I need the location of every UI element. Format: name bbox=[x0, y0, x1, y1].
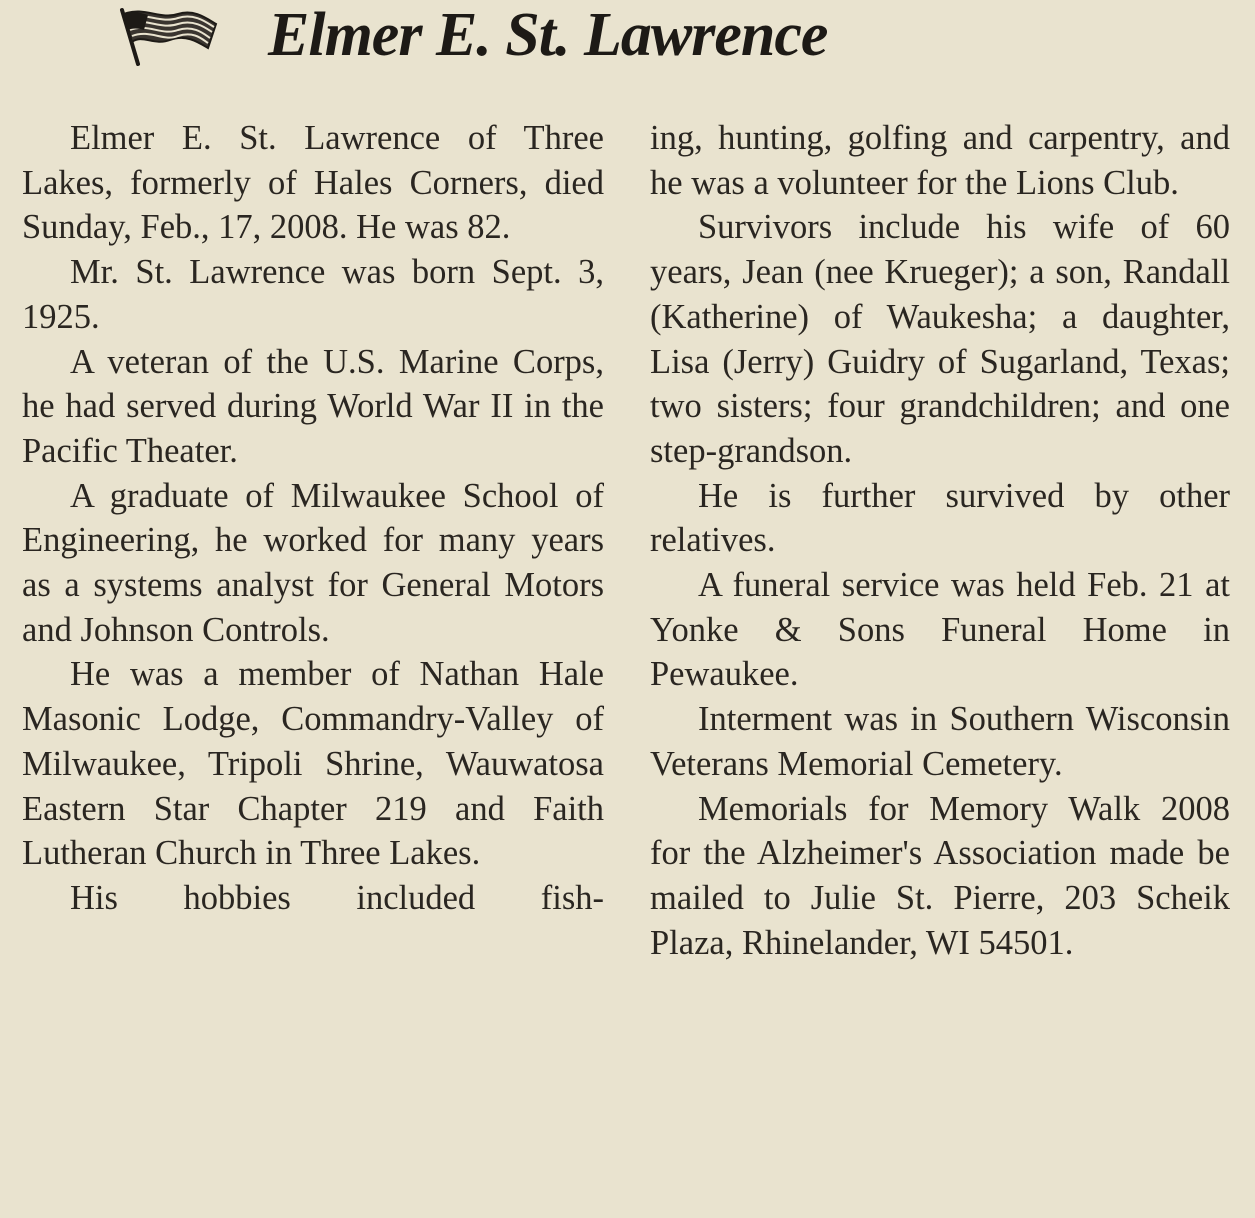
paragraph-interment: Interment was in Southern Wisconsin Veterans Memorial Cemetery. bbox=[650, 700, 1230, 783]
paragraph-birth: Mr. St. Lawrence was born Sept. 3, 1925. bbox=[22, 253, 604, 336]
paragraph-death-notice: Elmer E. St. Lawrence of Three Lakes, formerly of Hales Corners, died Sunday, Feb., 17, 2008. He was 82. bbox=[22, 119, 604, 247]
paragraph-survivors: Survivors include his wife of 60 years, Jean (nee Krueger); a son, Randall (Katherine) of Waukesha; a daughter, Lisa (Jerry) Guidry of Sugarland, Texas; two sisters; four grandchildren; and one step-grandson. bbox=[650, 208, 1230, 470]
paragraph-relatives: He is further survived by other relatives. bbox=[650, 476, 1230, 560]
paragraph-career: A graduate of Milwaukee School of Engineering, he worked for many years as a systems analyst for General Motors and Johnson Controls. bbox=[22, 476, 604, 649]
paragraph-hobbies-start: His hobbies included fish- bbox=[70, 878, 604, 917]
paragraph-memorials: Memorials for Memory Walk 2008 for the Alzheimer's Association made be mailed to Julie St. Pierre, 203 Scheik Plaza, Rhinelander, WI 54501. bbox=[650, 789, 1230, 962]
paragraph-memberships: He was a member of Nathan Hale Masonic Lodge, Commandry-Valley of Milwaukee, Tripoli Shrine, Wauwatosa Eastern Star Chapter 219 and Faith Lutheran Church in Three Lakes. bbox=[22, 655, 604, 873]
obituary-title: Elmer E. St. Lawrence bbox=[268, 1, 828, 69]
paragraph-hobbies-continued: ing, hunting, golfing and carpentry, and he was a volunteer for the Lions Club. bbox=[650, 119, 1230, 202]
left-column bbox=[22, 116, 604, 921]
american-flag-icon bbox=[108, 4, 220, 68]
right-column bbox=[650, 116, 1230, 965]
obituary-header bbox=[0, 0, 1255, 80]
paragraph-military-service: A veteran of the U.S. Marine Corps, he had served during World War II in the Pacific Theater. bbox=[22, 342, 604, 470]
paragraph-funeral-service: A funeral service was held Feb. 21 at Yonke & Sons Funeral Home in Pewaukee. bbox=[650, 566, 1230, 694]
